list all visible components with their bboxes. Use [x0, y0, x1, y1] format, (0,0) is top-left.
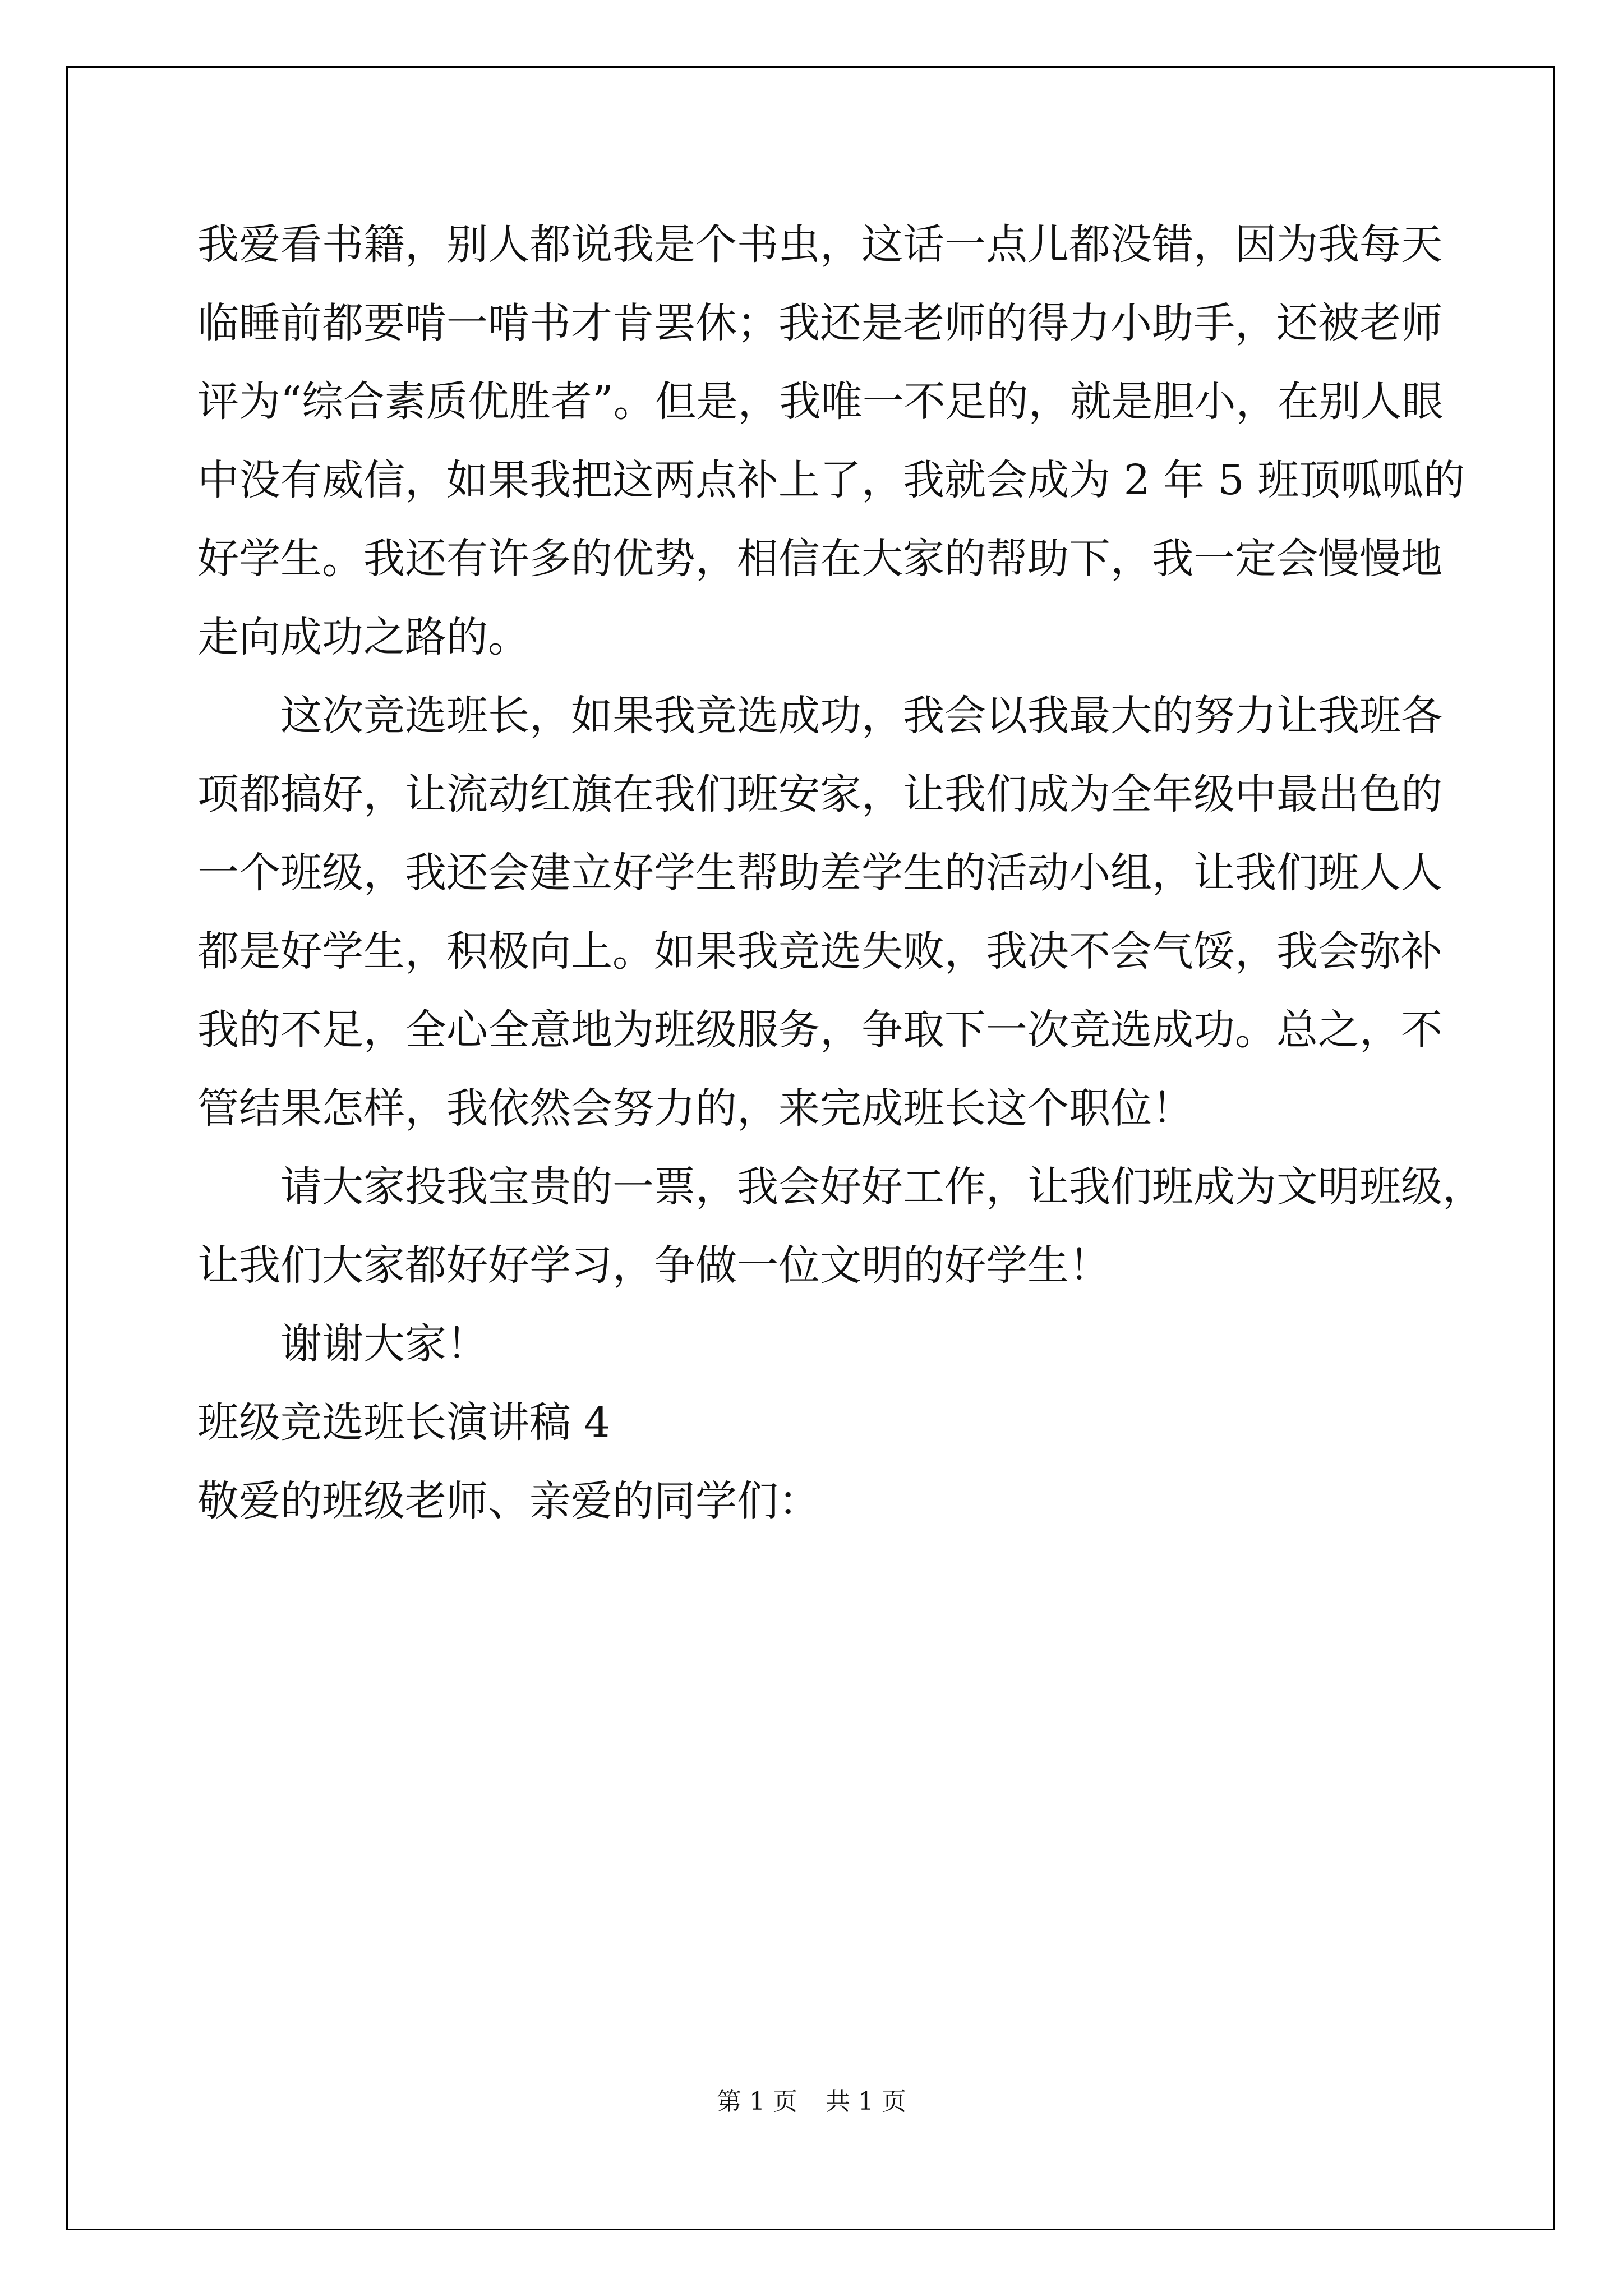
text-line: 走向成功之路的。: [197, 613, 529, 661]
text-line: 管结果怎样，我依然会努力的，来完成班长这个职位！: [197, 1084, 1193, 1133]
text-line: 一个班级，我还会建立好学生帮助差学生的活动小组，让我们班人人: [197, 849, 1442, 897]
text-line: 我的不足，全心全意地为班级服务，争取下一次竞选成功。总之，不: [197, 1006, 1442, 1054]
page-total: 共 1 页: [826, 2087, 906, 2116]
text-line: 临睡前都要啃一啃书才肯罢休；我还是老师的得力小助手，还被老师: [197, 299, 1442, 347]
page-footer: [0, 2081, 1623, 2117]
text-line: 这次竞选班长，如果我竞选成功，我会以我最大的努力让我班各: [280, 692, 1442, 740]
text-line: 评为“综合素质优胜者”。但是，我唯一不足的，就是胆小，在别人眼: [197, 378, 1444, 426]
document-body: [197, 205, 1487, 1540]
salutation: 敬爱的班级老师、亲爱的同学们：: [197, 1477, 820, 1525]
closing-thanks: 谢谢大家！: [280, 1320, 488, 1368]
page-number: 第 1 页: [717, 2087, 797, 2116]
text-line: 好学生。我还有许多的优势，相信在大家的帮助下，我一定会慢慢地: [197, 535, 1442, 583]
text-line: 项都搞好，让流动红旗在我们班安家，让我们成为全年级中最出色的: [197, 770, 1442, 818]
text-line: 都是好学生，积极向上。如果我竞选失败，我决不会气馁，我会弥补: [197, 927, 1442, 976]
text-line: 让我们大家都好好学习，争做一位文明的好学生！: [197, 1241, 1110, 1290]
section-heading: 班级竞选班长演讲稿 4: [197, 1398, 611, 1447]
text-line: 中没有威信，如果我把这两点补上了，我就会成为 2 年 5 班顶呱呱的: [197, 456, 1465, 504]
text-line: 请大家投我宝贵的一票，我会好好工作，让我们班成为文明班级，: [280, 1163, 1484, 1211]
text-line: 我爱看书籍，别人都说我是个书虫，这话一点儿都没错，因为我每天: [197, 220, 1442, 269]
